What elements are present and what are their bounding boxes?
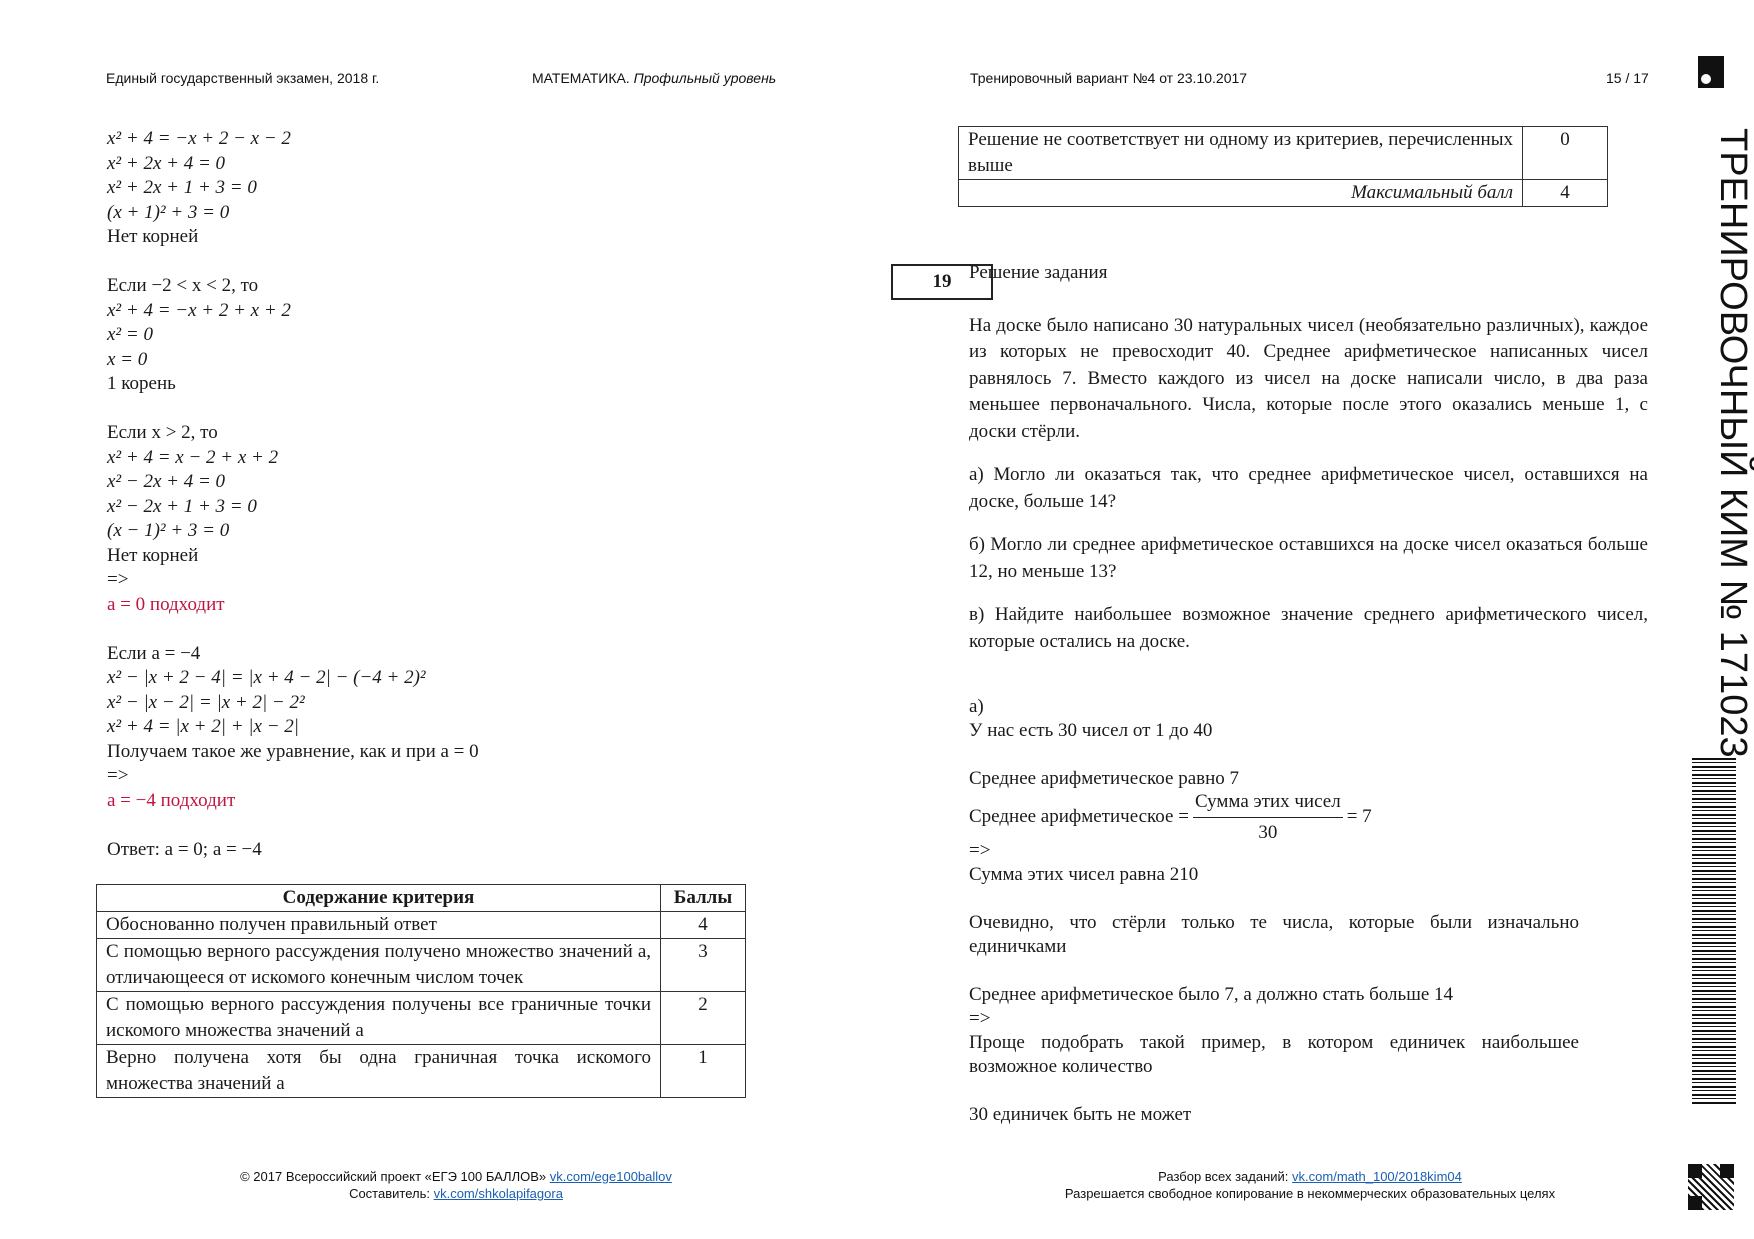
footer-copy-permission: Разрешается свободное копирование в некоммерческих образовательных целях — [1064, 1186, 1556, 1201]
implies-arrow: => — [969, 1008, 991, 1029]
eq-line: (x − 1)² + 3 = 0 — [107, 520, 230, 541]
footer-copyright: © 2017 Всероссийский проект «ЕГЭ 100 БАЛЛОВ» — [240, 1169, 547, 1184]
question-b: б) Могло ли среднее арифметическое оставшихся на доске чисел оказаться больше 12, но меньше 13? — [969, 534, 1648, 582]
criteria-table-continued — [958, 126, 1608, 207]
formula-denominator: 30 — [1258, 822, 1278, 843]
formula-left: Среднее арифметическое = — [969, 805, 1189, 827]
footer-right — [1020, 1168, 1600, 1202]
header-subject-main: МАТЕМАТИКА. — [532, 70, 630, 86]
header-variant: Тренировочный вариант №4 от 23.10.2017 — [970, 70, 1248, 86]
solution-line: У нас есть 30 чисел от 1 до 40 — [969, 720, 1213, 741]
implies-arrow: => — [107, 765, 129, 786]
footer-author-label: Составитель: — [349, 1186, 430, 1201]
side-title-text: ТРЕНИРОВОЧНЫЙ КИМ № 171023 — [1712, 128, 1754, 758]
criterion-points: 2 — [661, 992, 746, 1045]
footer-link-ege100ballov[interactable]: vk.com/ege100ballov — [549, 1169, 672, 1184]
corner-marker-icon — [1698, 56, 1724, 88]
table-row — [959, 127, 1608, 180]
left-solution — [107, 127, 479, 862]
criterion-text: С помощью верного рассуждения получены все граничные точки искомого множества значений а — [97, 992, 661, 1045]
header-subject-level: Профильный уровень — [633, 70, 777, 86]
footer-analysis-label: Разбор всех заданий: — [1158, 1169, 1289, 1184]
task-number: 19 — [891, 264, 993, 300]
solution-line: Проще подобрать такой пример, в котором единичек наибольшее возможное количество — [969, 1032, 1579, 1077]
task-statement: На доске было написано 30 натуральных чисел (необязательно различных), каждое из которых не превосходит 40. Среднее арифметическое написанных чисел равнялось 7. Вместо каждого из чисел на доске написали число, в два раза меньшее первоначального. Числа, которые после этого оказались меньше 1, с доски стёрли. — [969, 314, 1648, 442]
eq-line: x² = 0 — [107, 324, 153, 345]
table-row — [97, 939, 746, 992]
eq-line: x² − 2x + 1 + 3 = 0 — [107, 495, 257, 517]
solution-part-label: а) — [969, 696, 984, 717]
formula-fraction — [1193, 791, 1343, 844]
formula-right: = 7 — [1346, 805, 1372, 827]
table-row — [97, 912, 746, 939]
criterion-points: 0 — [1523, 127, 1608, 180]
task-title: Решение задания — [969, 262, 1108, 283]
solution-line: Среднее арифметическое равно 7 — [969, 768, 1240, 789]
eq-line: x² + 4 = −x + 2 + x + 2 — [107, 299, 291, 321]
criterion-text: Верно получена хотя бы одна граничная точка искомого множества значений а — [97, 1045, 661, 1098]
qr-code-icon — [1688, 1164, 1734, 1210]
criterion-text: С помощью верного рассуждения получено множество значений а, отличающееся от искомого конечным числом точек — [97, 939, 661, 992]
case-intro: Если −2 < x < 2, то — [107, 275, 259, 296]
footer-left — [186, 1168, 726, 1202]
criteria-table — [96, 884, 746, 1098]
eq-line: x² + 4 = −x + 2 − x − 2 — [107, 128, 291, 149]
eq-line: x² + 4 = x − 2 + x + 2 — [107, 446, 279, 468]
table-row — [97, 992, 746, 1045]
header-subject — [532, 70, 776, 86]
eq-line: x² + 4 = |x + 2| + |x − 2| — [107, 716, 299, 737]
eq-line: x² + 2x + 4 = 0 — [107, 152, 226, 174]
implies-arrow: => — [107, 569, 129, 590]
case-intro: Если x > 2, то — [107, 422, 218, 443]
table-row — [97, 1045, 746, 1098]
eq-line: x² − |x + 2 − 4| = |x + 4 − 2| − (−4 + 2)² — [107, 667, 426, 688]
side-title — [1712, 128, 1754, 758]
max-score-label: Максимальный балл — [959, 180, 1523, 207]
eq-line: x² + 2x + 1 + 3 = 0 — [107, 177, 257, 198]
footer-link-shkolapifagora[interactable]: vk.com/shkolapifagora — [433, 1186, 563, 1201]
solution-content — [969, 695, 1648, 1127]
table-row — [959, 180, 1608, 207]
conclusion-a0: a = 0 подходит — [107, 593, 225, 615]
barcode-icon — [1692, 758, 1736, 1104]
criteria-header: Содержание критерия — [97, 885, 661, 912]
criterion-points: 4 — [661, 912, 746, 939]
eq-line: x = 0 — [107, 348, 148, 370]
solution-line: 30 единичек быть не может — [969, 1104, 1192, 1125]
solution-line: Сумма этих чисел равна 210 — [969, 864, 1199, 885]
question-c: в) Найдите наибольшее возможное значение среднего арифметического чисел, которые остались на доске. — [969, 604, 1648, 652]
criterion-points: 3 — [661, 939, 746, 992]
result-text: 1 корень — [107, 373, 176, 394]
criterion-text: Обоснованно получен правильный ответ — [97, 912, 661, 939]
header-exam: Единый государственный экзамен, 2018 г. — [106, 70, 380, 86]
max-score-value: 4 — [1523, 180, 1608, 207]
solution-line: Среднее арифметическое было 7, а должно стать больше 14 — [969, 984, 1454, 1005]
formula-numerator: Сумма этих чисел — [1193, 791, 1343, 818]
eq-line: (x + 1)² + 3 = 0 — [107, 201, 230, 223]
eq-line: x² − |x − 2| = |x + 2| − 2² — [107, 691, 305, 713]
footer-link-math100[interactable]: vk.com/math_100/2018kim04 — [1292, 1169, 1462, 1184]
page-number: 15 / 17 — [1606, 70, 1649, 86]
implies-arrow: => — [969, 840, 991, 861]
solution-line: Очевидно, что стёрли только те числа, которые были изначально единичками — [969, 912, 1579, 957]
points-header: Баллы — [661, 885, 746, 912]
criterion-points: 1 — [661, 1045, 746, 1098]
conclusion-a4: a = −4 подходит — [107, 789, 236, 811]
same-equation-note: Получаем такое же уравнение, как и при a = 0 — [107, 740, 479, 762]
mean-formula — [969, 791, 1648, 843]
result-text: Нет корней — [107, 226, 199, 247]
case-intro: Если a = −4 — [107, 642, 201, 664]
question-a: а) Могло ли оказаться так, что среднее арифметическое чисел, оставшихся на доске, больше 14? — [969, 464, 1648, 512]
criterion-text: Решение не соответствует ни одному из критериев, перечисленных выше — [959, 127, 1523, 180]
result-text: Нет корней — [107, 544, 199, 566]
eq-line: x² − 2x + 4 = 0 — [107, 471, 226, 492]
task-content — [969, 260, 1648, 655]
answer: Ответ: a = 0; a = −4 — [107, 838, 262, 860]
